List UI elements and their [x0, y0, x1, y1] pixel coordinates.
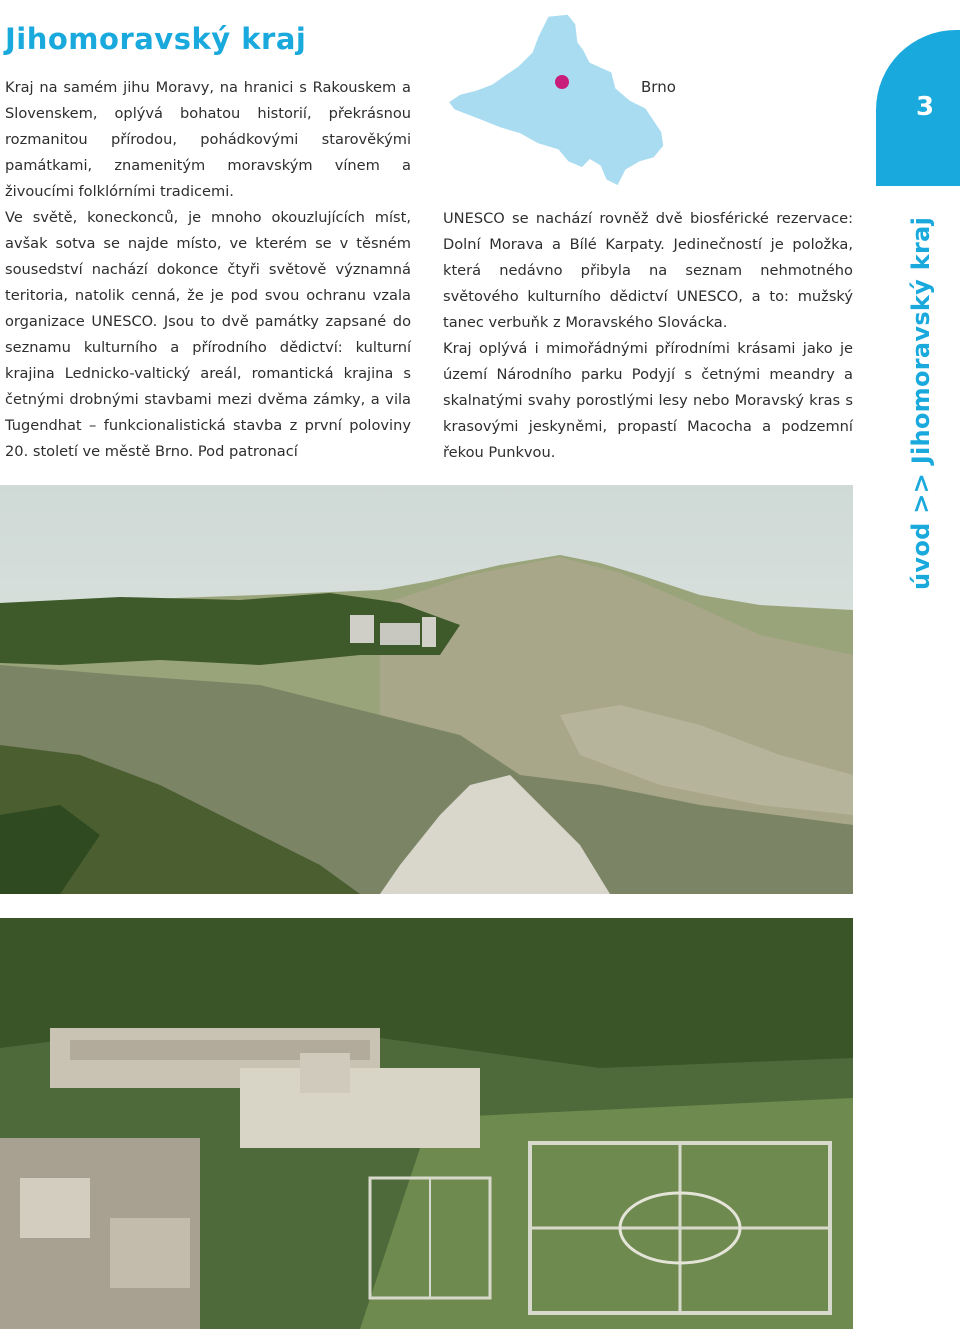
left-text-column [5, 75, 411, 465]
nature-paragraph: Kraj oplývá i mimořádnými přírodními krásami jako je území Národního parku Podyjí s četnými meandry a skalnatými svahy porostlými lesy nebo Moravský kras s krasovými jeskyněmi, propastí Macocha a podzemní řekou Punkvou. [443, 340, 853, 461]
body-paragraph: Ve světě, koneckonců, je mnoho okouzlujících míst, avšak sotva se najde místo, ve kterém se v těsném sousedství nachází dokonce čtyři světově významná teritoria, natolik cenná, že je pod svou ochranu vzala organizace UNESCO. Jsou to dvě památky zapsané do seznamu kulturního a přírodního dědictví: kulturní krajina Lednicko-valtický areál, romantická krajina s četnými drobnými stavbami mezi dvěma zámky, a vila Tugendhat – funkcionalistická stavba z první poloviny 20. století ve městě Brno. Pod patronací [5, 209, 411, 460]
landscape-photo [0, 485, 853, 894]
right-text-column [443, 206, 853, 466]
unesco-paragraph: UNESCO se nachází rovněž dvě biosférické rezervace: Dolní Morava a Bílé Karpaty. Jedinečností je položka, která nedávno přibyla na seznam nehmotného světového kulturního dědictví UNESCO, a to: mužský tanec verbuňk z Moravského Slovácka. [443, 210, 853, 331]
page-title: Jihomoravský kraj [5, 22, 307, 56]
brno-marker [555, 75, 569, 89]
region-shape [448, 14, 664, 186]
chateau-aerial-photo [0, 918, 853, 1329]
page-number: 3 [916, 92, 935, 122]
region-map [440, 10, 670, 190]
intro-paragraph: Kraj na samém jihu Moravy, na hranici s Rakouskem a Slovenskem, oplývá bohatou historií, překrásnou rozmanitou přírodou, pohádkovými starověkými památkami, znamenitým moravským vínem a živoucími folklórními tradicemi. [5, 79, 411, 200]
section-breadcrumb: úvod >> Jihomoravský kraj [907, 216, 935, 590]
map-city-label: Brno [641, 78, 676, 96]
